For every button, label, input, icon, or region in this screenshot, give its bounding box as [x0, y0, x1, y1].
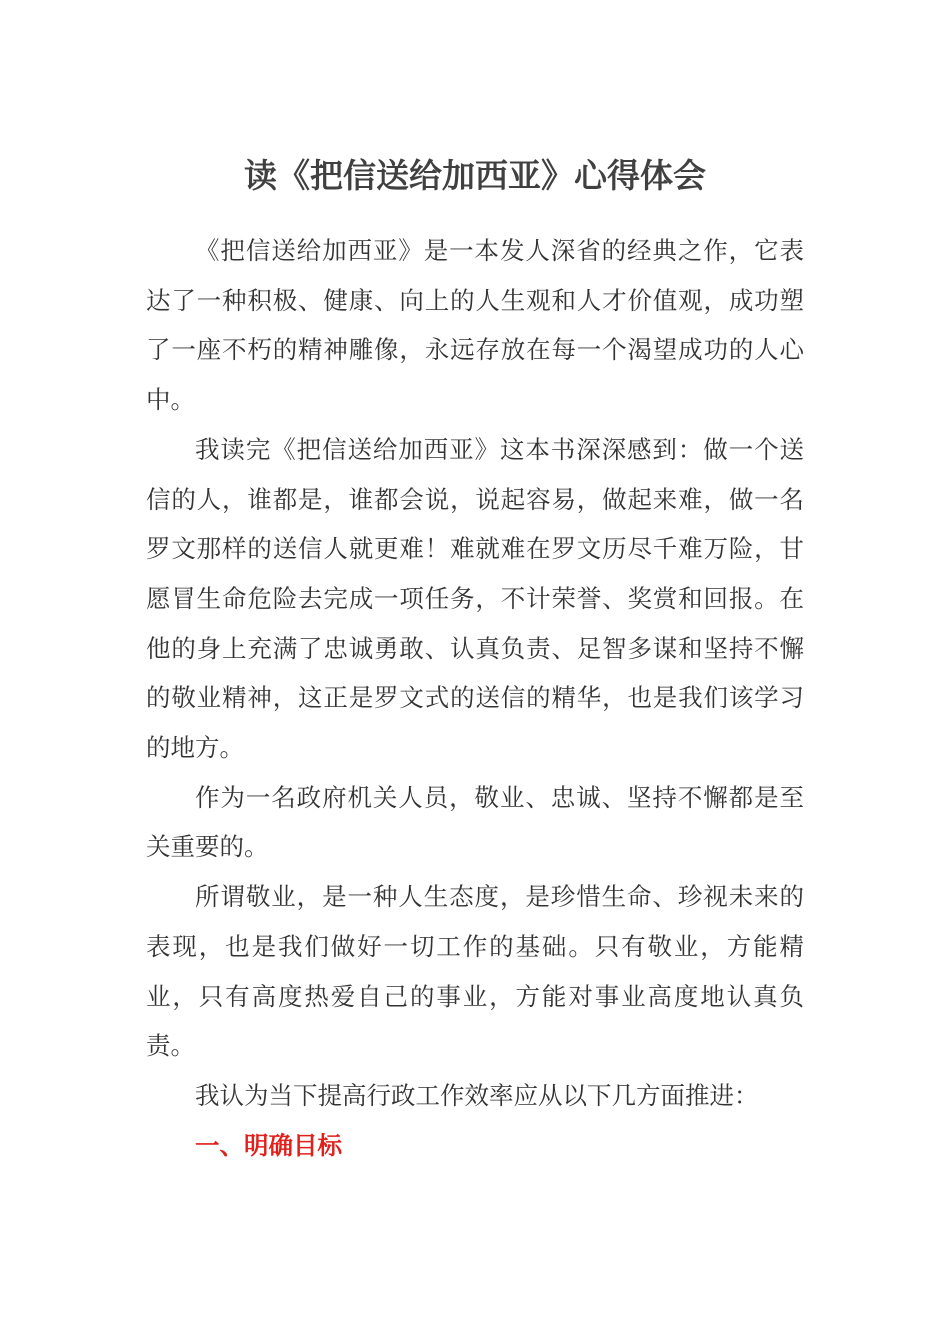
section-heading: 一、明确目标: [195, 1130, 342, 1160]
paragraph-2: 我读完《把信送给加西亚》这本书深深感到：做一个送信的人，谁都是，谁都会说，说起容易，做起来难，做一名罗文那样的送信人就更难！难就难在罗文历尽千难万险，甘愿冒生命危险去完成一项任务，不计荣誉、奖赏和回报。在他的身上充满了忠诚勇敢、认真负责、足智多谋和坚持不懈的敬业精神，这正是罗文式的送信的精华，也是我们该学习的地方。: [146, 434, 804, 763]
paragraph-1: 《把信送给加西亚》是一本发人深省的经典之作，它表达了一种积极、健康、向上的人生观和人才价值观，成功塑了一座不朽的精神雕像，永远存放在每一个渴望成功的人心中。: [146, 236, 804, 415]
paragraph-4: 所谓敬业，是一种人生态度，是珍惜生命、珍视未来的表现，也是我们做好一切工作的基础。只有敬业，方能精业，只有高度热爱自己的事业，方能对事业高度地认真负责。: [146, 882, 804, 1061]
paragraph-3: 作为一名政府机关人员，敬业、忠诚、坚持不懈都是至关重要的。: [146, 782, 804, 862]
paragraph-5: 我认为当下提高行政工作效率应从以下几方面推进：: [195, 1080, 759, 1110]
document-title: 读《把信送给加西亚》心得体会: [244, 156, 706, 195]
document-body: [146, 226, 804, 1170]
